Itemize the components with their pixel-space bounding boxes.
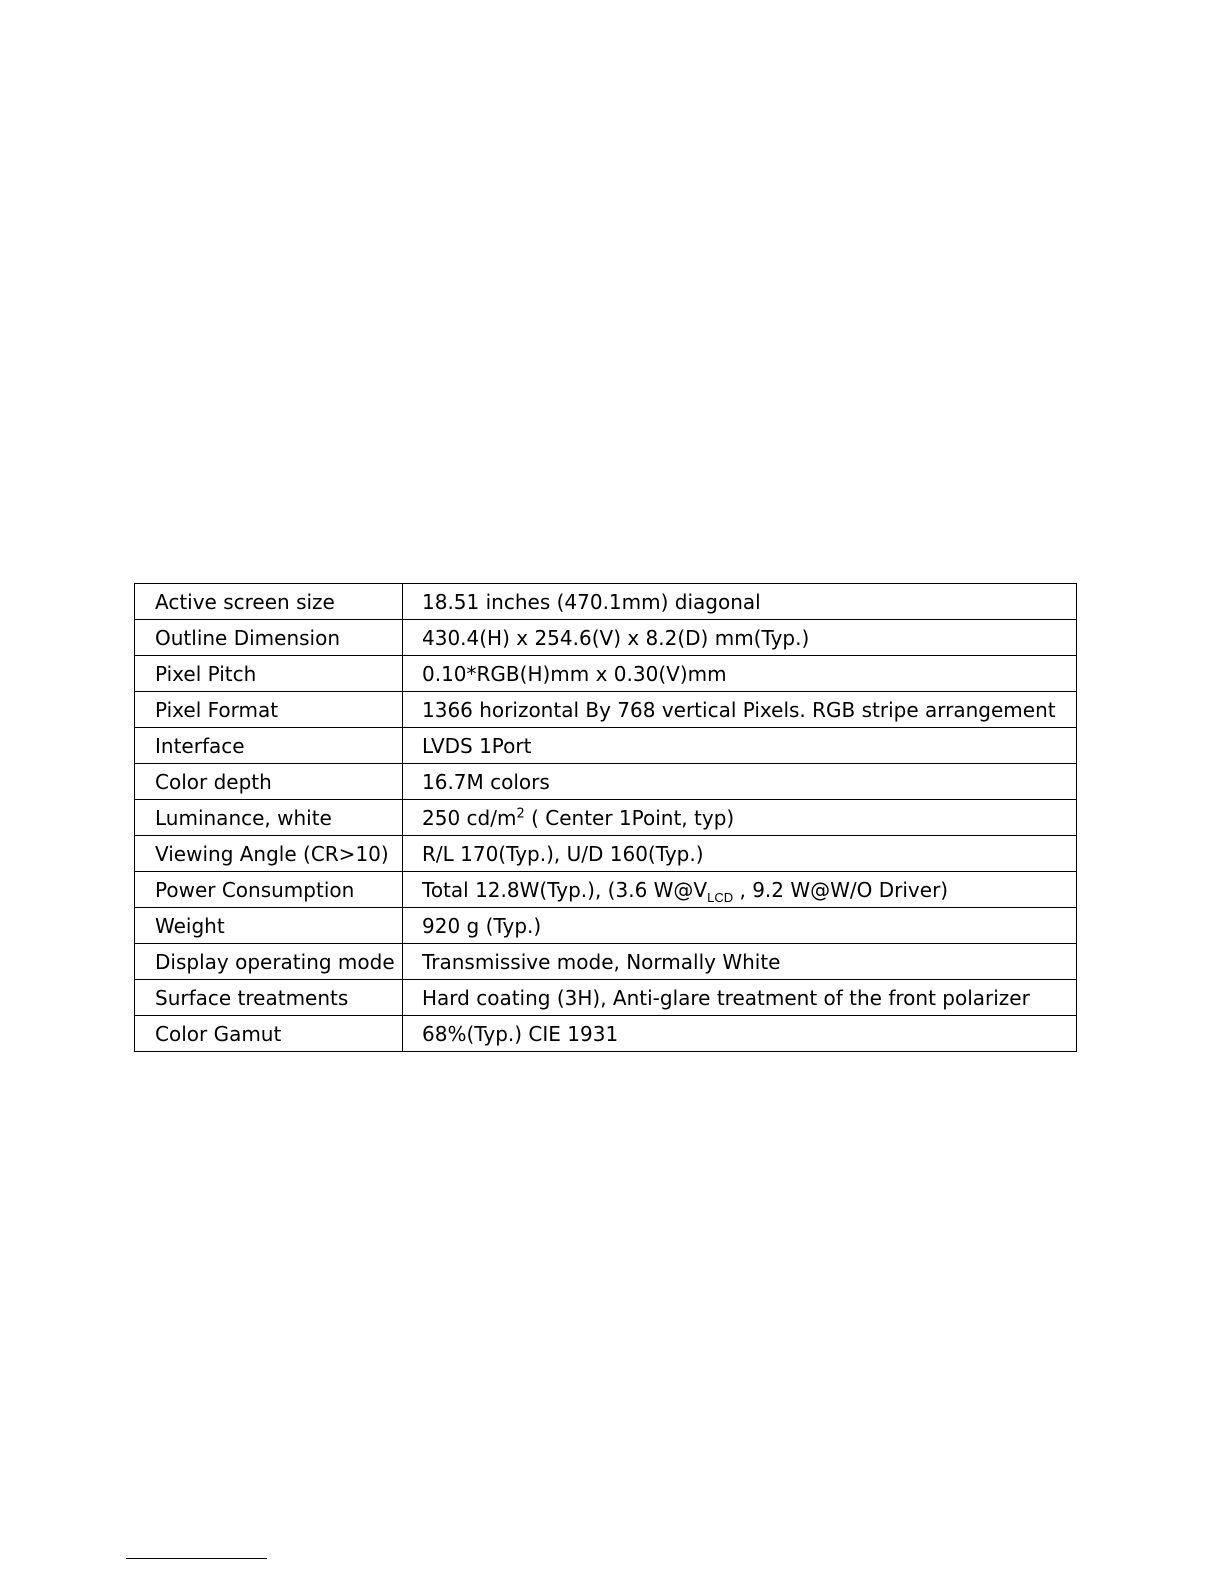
table-row xyxy=(135,908,1077,944)
spec-value-pixel-format: 1366 horizontal By 768 vertical Pixels. RGB stripe arrangement xyxy=(403,692,1077,728)
table-row xyxy=(135,584,1077,620)
spec-label-display-operating-mode: Display operating mode xyxy=(135,944,403,980)
specifications-table xyxy=(134,583,1077,1052)
spec-label-surface-treatments: Surface treatments xyxy=(135,980,403,1016)
power-value-text: Total 12.8W(Typ.), (3.6 W@V xyxy=(422,877,708,902)
power-value-suffix: , 9.2 W@W/O Driver) xyxy=(733,877,949,902)
spec-value-interface: LVDS 1Port xyxy=(403,728,1077,764)
spec-label-color-gamut: Color Gamut xyxy=(135,1016,403,1052)
power-subscript: LCD xyxy=(707,889,734,905)
table-row xyxy=(135,872,1077,908)
table-row xyxy=(135,1016,1077,1052)
spec-value-active-screen-size: 18.51 inches (470.1mm) diagonal xyxy=(403,584,1077,620)
spec-value-viewing-angle: R/L 170(Typ.), U/D 160(Typ.) xyxy=(403,836,1077,872)
spec-label-active-screen-size: Active screen size xyxy=(135,584,403,620)
spec-label-weight: Weight xyxy=(135,908,403,944)
spec-label-luminance: Luminance, white xyxy=(135,800,403,836)
footnote-separator xyxy=(126,1558,267,1559)
spec-label-pixel-pitch: Pixel Pitch xyxy=(135,656,403,692)
spec-label-interface: Interface xyxy=(135,728,403,764)
spec-label-pixel-format: Pixel Format xyxy=(135,692,403,728)
spec-value-weight: 920 g (Typ.) xyxy=(403,908,1077,944)
luminance-value-text: 250 cd/m xyxy=(422,805,517,830)
spec-value-outline-dimension: 430.4(H) x 254.6(V) x 8.2(D) mm(Typ.) xyxy=(403,620,1077,656)
spec-value-luminance xyxy=(403,800,1077,836)
spec-label-viewing-angle: Viewing Angle (CR>10) xyxy=(135,836,403,872)
spec-label-outline-dimension: Outline Dimension xyxy=(135,620,403,656)
spec-value-color-depth: 16.7M colors xyxy=(403,764,1077,800)
spec-label-power-consumption: Power Consumption xyxy=(135,872,403,908)
table-row xyxy=(135,944,1077,980)
spec-value-pixel-pitch: 0.10*RGB(H)mm x 0.30(V)mm xyxy=(403,656,1077,692)
spec-value-display-operating-mode: Transmissive mode, Normally White xyxy=(403,944,1077,980)
spec-label-color-depth: Color depth xyxy=(135,764,403,800)
luminance-superscript: 2 xyxy=(516,805,525,821)
spec-value-surface-treatments: Hard coating (3H), Anti-glare treatment of the front polarizer xyxy=(403,980,1077,1016)
table-row xyxy=(135,728,1077,764)
table-row xyxy=(135,692,1077,728)
table-row xyxy=(135,800,1077,836)
table-row xyxy=(135,620,1077,656)
spec-value-color-gamut: 68%(Typ.) CIE 1931 xyxy=(403,1016,1077,1052)
table-row xyxy=(135,980,1077,1016)
table-row xyxy=(135,764,1077,800)
luminance-value-suffix: ( Center 1Point, typ) xyxy=(524,805,735,830)
table-row xyxy=(135,656,1077,692)
spec-value-power-consumption xyxy=(403,872,1077,908)
table-row xyxy=(135,836,1077,872)
